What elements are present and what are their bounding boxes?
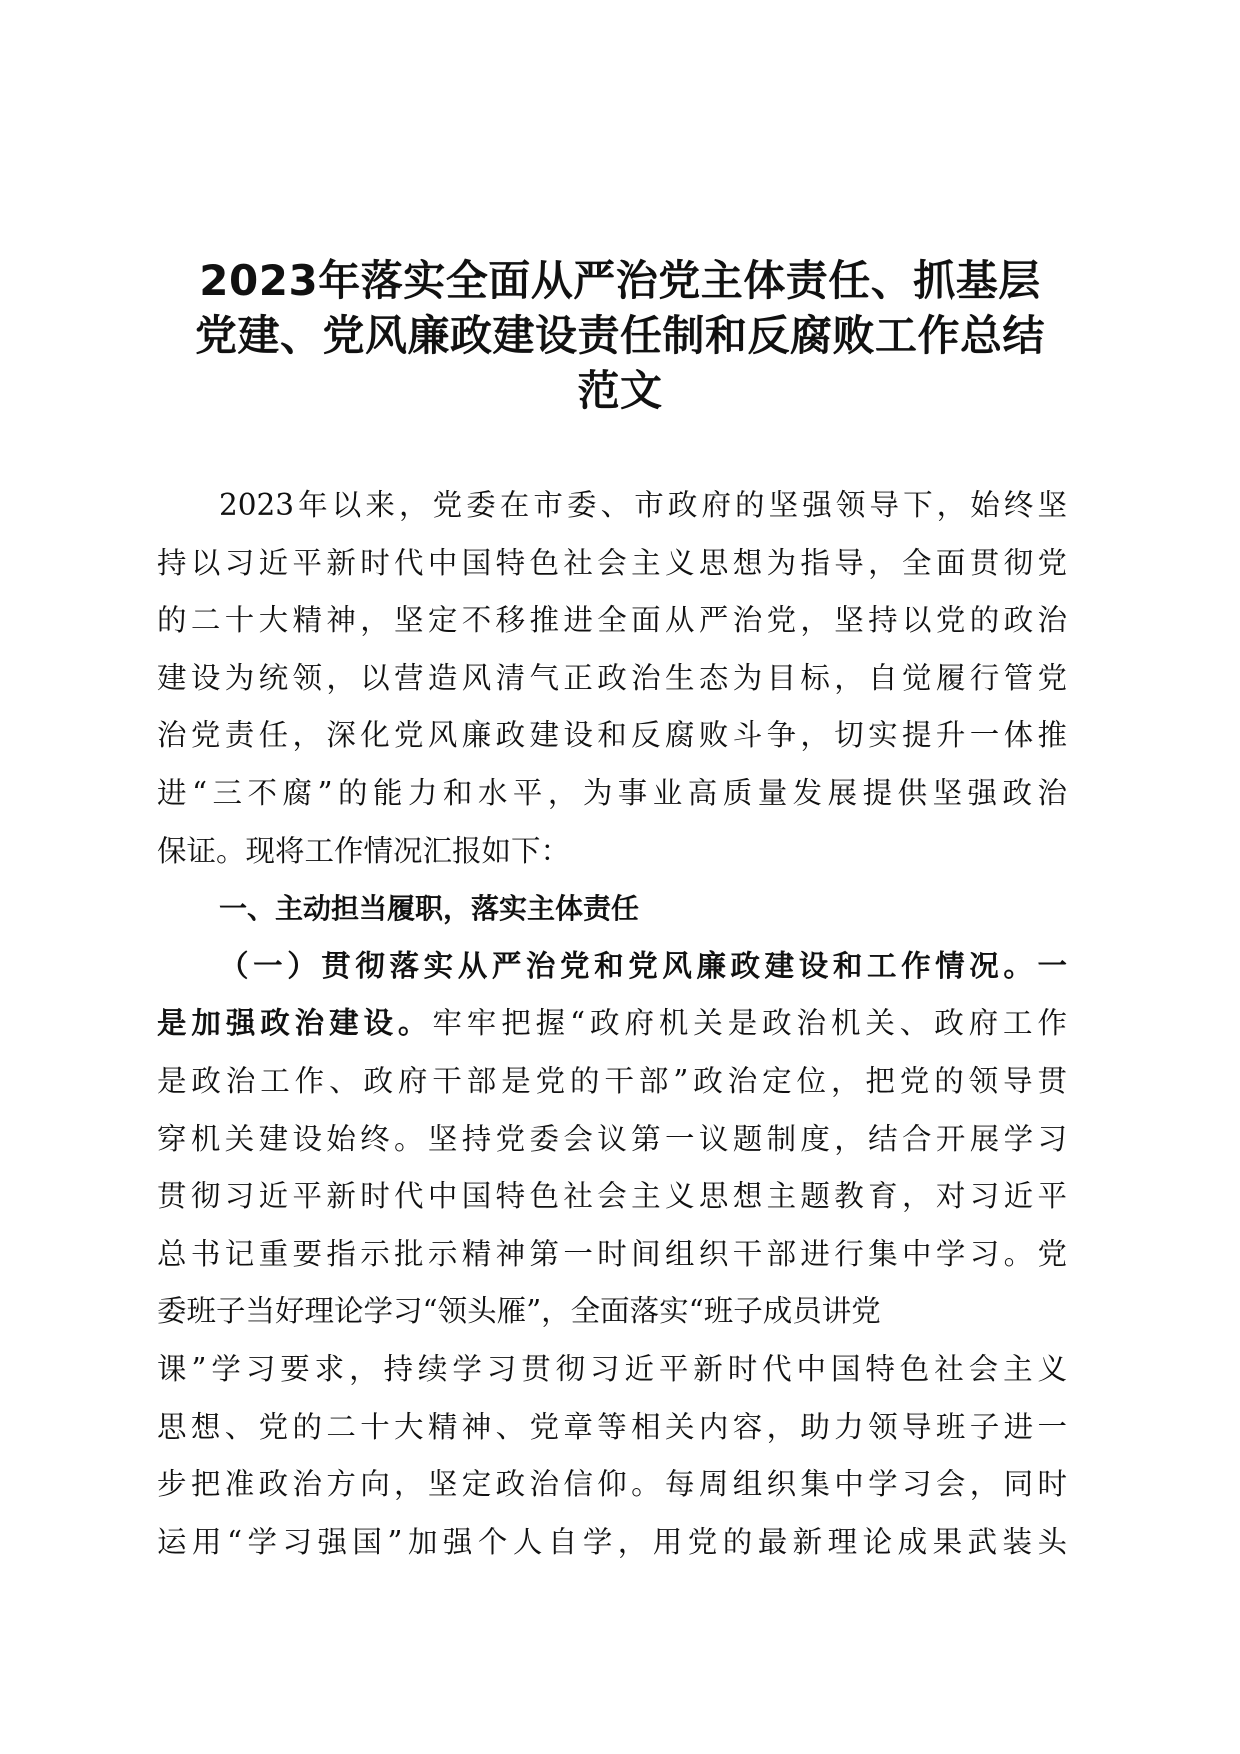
- paragraph-line: 课”学习要求，持续学习贯彻习近平新时代中国特色社会主义: [157, 1351, 1067, 1386]
- paragraph-text: 牢牢把握“政府机关是政治机关、政府工作: [432, 1006, 1067, 1041]
- document-title: [120, 253, 1120, 418]
- paragraph-line: 贯彻习近平新时代中国特色社会主义思想主题教育，对习近平: [157, 1179, 1067, 1214]
- intro-line: 的二十大精神，坚定不移推进全面从严治党，坚持以党的政治: [157, 603, 1067, 638]
- intro-line: 持以习近平新时代中国特色社会主义思想为指导，全面贯彻党: [157, 545, 1067, 580]
- paragraph-line: 总书记重要指示批示精神第一时间组织干部进行集中学习。党: [157, 1236, 1067, 1271]
- title-line-3: 范文: [577, 366, 663, 415]
- paragraph-line: 是政治工作、政府干部是党的干部”政治定位，把党的领导贯: [157, 1063, 1067, 1098]
- paragraph-line: 委班子当好理论学习“领头雁”，全面落实“班子成员讲党: [157, 1294, 881, 1329]
- title-line-1: 2023年落实全面从严治党主体责任、抓基层: [199, 256, 1041, 305]
- subsection-lead: 是加强政治建设。: [157, 1006, 433, 1041]
- paragraph-line: [157, 995, 1067, 1053]
- intro-line: 2023年以来，党委在市委、市政府的坚强领导下，始终坚: [219, 488, 1067, 522]
- intro-line: 进“三不腐”的能力和水平，为事业高质量发展提供坚强政治: [157, 775, 1067, 810]
- intro-line: 治党责任，深化党风廉政建设和反腐败斗争，切实提升一体推: [157, 718, 1067, 753]
- paragraph-line: 步把准政治方向，坚定政治信仰。每周组织集中学习会，同时: [157, 1467, 1067, 1502]
- subsection-heading-1: （一）贯彻落实从严治党和党风廉政建设和工作情况。一: [219, 948, 1067, 983]
- intro-line: 建设为统领，以营造风清气正政治生态为目标，自觉履行管党: [157, 660, 1067, 695]
- paragraph-line: 思想、党的二十大精神、党章等相关内容，助力领导班子进一: [157, 1409, 1067, 1444]
- paragraph-line: 穿机关建设始终。坚持党委会议第一议题制度，结合开展学习: [157, 1121, 1067, 1156]
- paragraph-line: 运用“学习强国”加强个人自学，用党的最新理论成果武装头: [157, 1524, 1067, 1559]
- title-line-2: 党建、党风廉政建设责任制和反腐败工作总结: [194, 311, 1045, 360]
- intro-line: 保证。现将工作情况汇报如下：: [157, 833, 571, 868]
- document-body: [157, 477, 1067, 1571]
- section-heading-1: 一、主动担当履职，落实主体责任: [219, 892, 640, 926]
